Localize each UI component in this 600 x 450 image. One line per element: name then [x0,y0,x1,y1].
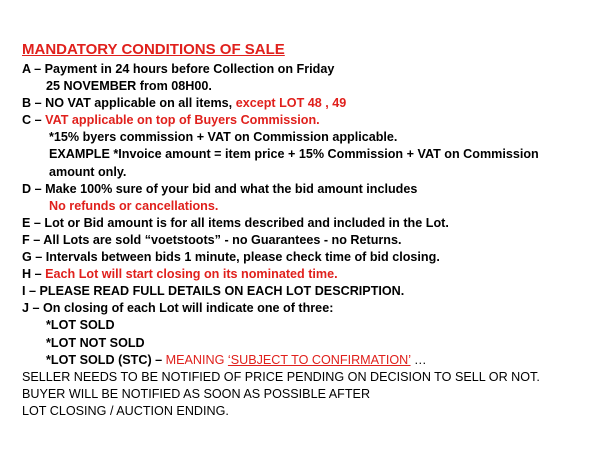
condition-f: F – All Lots are sold “voetstoots” - no Guarantees - no Returns. [22,232,402,247]
condition-a-date: 25 NOVEMBER from 08H00. [46,79,212,94]
condition-c-example: EXAMPLE *Invoice amount = item price + 15% Commission + VAT on Commission [49,147,539,162]
condition-j-lot-not-sold: *LOT NOT SOLD [46,335,145,350]
conditions-document [22,40,594,420]
condition-d: D – Make 100% sure of your bid and what the bid amount includes [22,181,418,196]
condition-d-refunds: No refunds or cancellations. [49,198,219,213]
page-title: MANDATORY CONDITIONS OF SALE [22,41,285,58]
condition-j-lot-sold: *LOT SOLD [46,318,115,333]
condition-j-ellipsis: … [410,352,427,367]
condition-c-label: C – [22,113,46,128]
condition-j: J – On closing of each Lot will indicate one of three: [22,301,334,316]
condition-h-label: H – [22,267,46,282]
condition-e: E – Lot or Bid amount is for all items described and included in the Lot. [22,215,449,230]
condition-b-exception: except LOT 48 , 49 [235,96,347,111]
closing-notice: LOT CLOSING / AUCTION ENDING. [22,403,229,418]
condition-c-text: VAT applicable on top of Buyers Commission. [45,113,320,128]
condition-b-text: B – NO VAT applicable on all items, [22,96,236,111]
condition-h [22,266,594,283]
condition-g: G – Intervals between bids 1 minute, please check time of bid closing. [22,250,440,265]
condition-a: A – Payment in 24 hours before Collection on Friday [22,62,335,76]
condition-c-commission: *15% byers commission + VAT on Commission applicable. [49,130,398,145]
condition-j-meaning: MEANING [165,352,228,367]
condition-j-stc-label: *LOT SOLD (STC) – [46,352,166,367]
condition-b [22,95,594,112]
condition-h-text: Each Lot will start closing on its nominated time. [45,267,338,282]
condition-j-lot-stc [22,352,594,369]
condition-c-example-cont: amount only. [49,164,127,179]
condition-c [22,112,594,129]
subject-to-confirmation-text: ‘SUBJECT TO CONFIRMATION’ [227,352,411,367]
condition-i: I – PLEASE READ FULL DETAILS ON EACH LOT DESCRIPTION. [22,284,405,299]
buyer-notice: BUYER WILL BE NOTIFIED AS SOON AS POSSIBLE AFTER [22,386,371,401]
seller-notice: SELLER NEEDS TO BE NOTIFIED OF PRICE PENDING ON DECISION TO SELL OR NOT. [22,369,540,384]
